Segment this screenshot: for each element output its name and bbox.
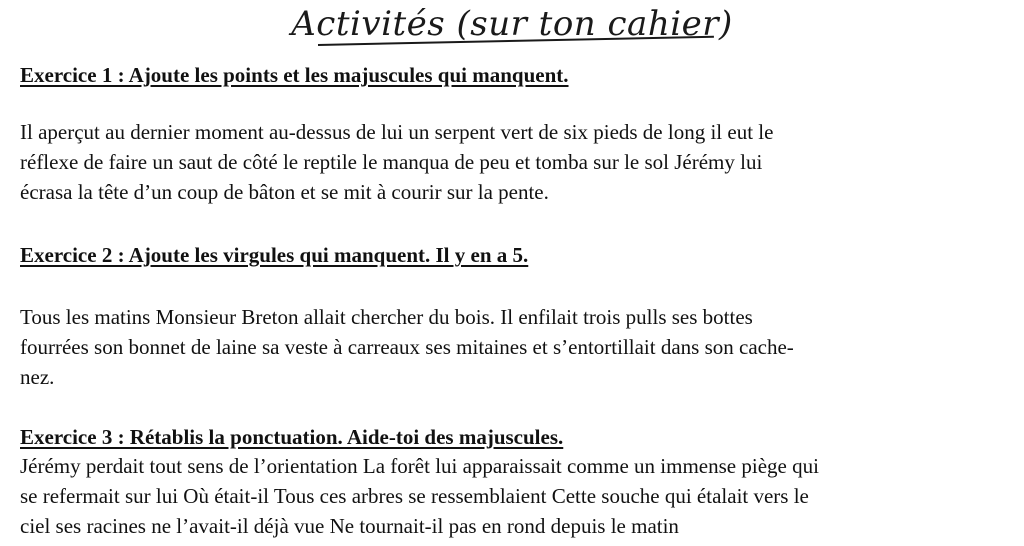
exercise-2-heading: Exercice 2 : Ajoute les virgules qui manquent. Il y en a 5. <box>20 243 529 267</box>
page-title: Activités (sur ton cahier) <box>291 4 733 44</box>
exercise-3-text <box>20 451 1010 541</box>
exercise-1-heading: Exercice 1 : Ajoute les points et les majuscules qui manquent. <box>20 63 569 87</box>
exercise-2-line: nez. <box>20 365 55 389</box>
exercise-2-text <box>20 302 1010 392</box>
exercise-1-line: Il aperçut au dernier moment au-dessus de lui un serpent vert de six pieds de long il eut le <box>20 120 774 144</box>
exercise-3-line: ciel ses racines ne l’avait-il déjà vue Ne tournait-il pas en rond depuis le matin <box>20 514 679 538</box>
exercise-3-line: Jérémy perdait tout sens de l’orientation La forêt lui apparaissait comme un immense piège qui <box>20 454 819 478</box>
exercise-1-line: réflexe de faire un saut de côté le reptile le manqua de peu et tomba sur le sol Jérémy lui <box>20 150 763 174</box>
exercise-1-line: écrasa la tête d’un coup de bâton et se mit à courir sur la pente. <box>20 180 549 204</box>
exercise-3-line: se refermait sur lui Où était-il Tous ces arbres se ressemblaient Cette souche qui étalait vers le <box>20 484 809 508</box>
exercise-2-line: Tous les matins Monsieur Breton allait chercher du bois. Il enfilait trois pulls ses bottes <box>20 305 753 329</box>
exercise-2-line: fourrées son bonnet de laine sa veste à carreaux ses mitaines et s’entortillait dans son cache- <box>20 335 794 359</box>
exercise-1-text <box>20 117 1010 207</box>
exercise-3-heading: Exercice 3 : Rétablis la ponctuation. Aide-toi des majuscules. <box>20 425 564 449</box>
